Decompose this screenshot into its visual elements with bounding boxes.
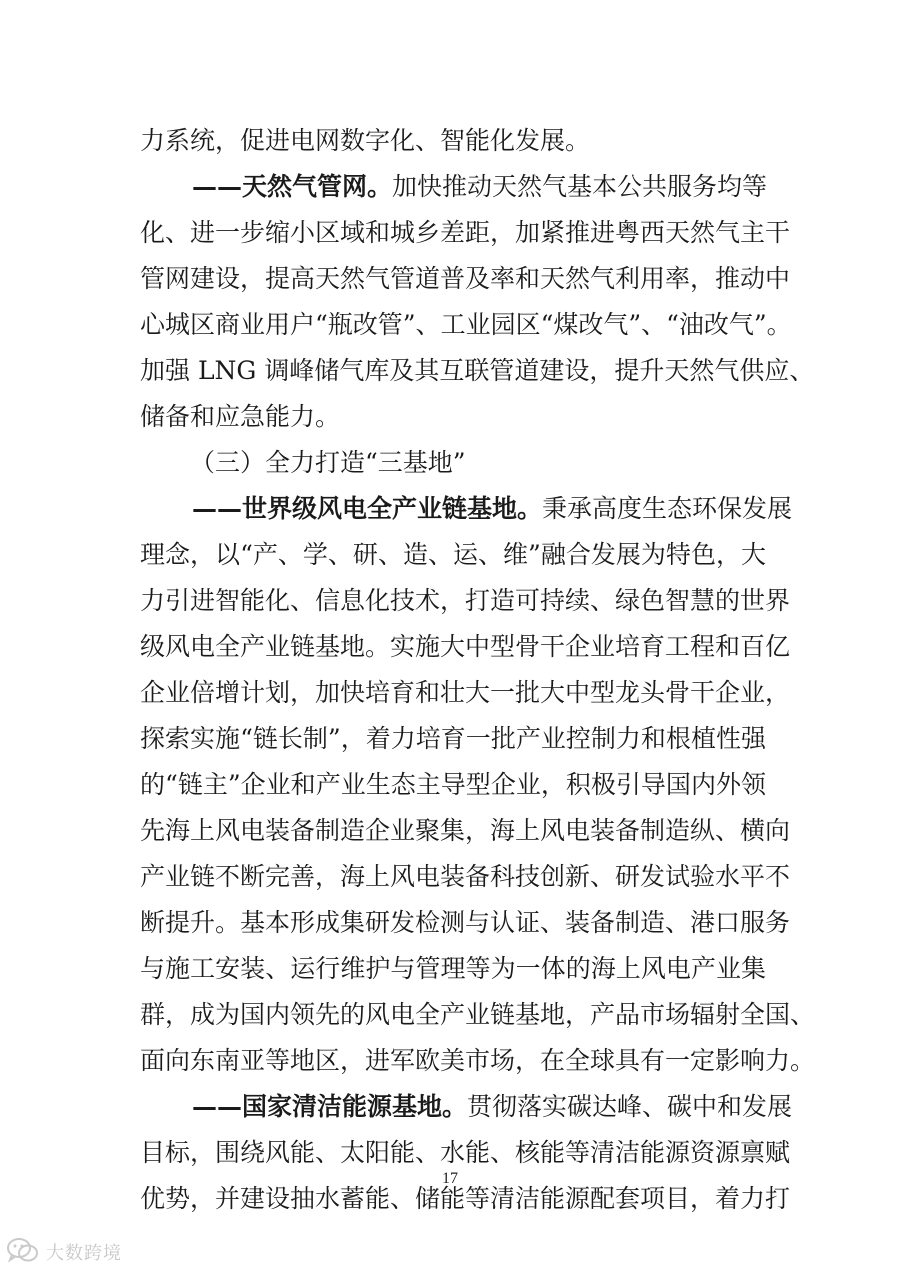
paragraph-line: 优势，并建设抽水蓄能、储能等清洁能源配套项目，着力打 — [140, 1184, 791, 1213]
paragraph-line: 级风电全产业链基地。实施大中型骨干企业培育工程和百亿 — [140, 632, 791, 661]
wind-base-title: ——世界级风电全产业链基地。 — [192, 494, 543, 523]
wind-base-text: 秉承高度生态环保发展 — [542, 494, 793, 523]
watermark-text: 大数跨境 — [46, 1243, 122, 1264]
paragraph-line: 心城区商业用户“瓶改管”、工业园区“煤改气”、“油改气”。 — [140, 310, 792, 339]
paragraph-line: 储备和应急能力。 — [140, 402, 341, 431]
paragraph-line: 的“链主”企业和产业生态主导型企业，积极引导国内外领 — [140, 770, 766, 799]
watermark — [6, 1238, 122, 1266]
document-body — [140, 118, 816, 1222]
section-heading: （三）全力打造“三基地” — [190, 448, 466, 477]
paragraph-line: 力系统，促进电网数字化、智能化发展。 — [140, 126, 591, 155]
paragraph-line: 与施工安装、运行维护与管理等为一体的海上风电产业集 — [140, 954, 766, 983]
paragraph-line: 断提升。基本形成集研发检测与认证、装备制造、港口服务 — [140, 908, 791, 937]
paragraph-line-wind-base — [140, 486, 793, 532]
paragraph-line-gas-pipeline — [140, 164, 766, 210]
paragraph-line: 目标，围绕风能、太阳能、水能、核能等清洁能源资源禀赋 — [140, 1138, 791, 1167]
paragraph-line: 化、进一步缩小区域和城乡差距，加紧推进粤西天然气主干 — [140, 218, 791, 247]
paragraph-line: 产业链不断完善，海上风电装备科技创新、研发试验水平不 — [140, 862, 791, 891]
paragraph-line-clean-energy-base — [140, 1084, 793, 1130]
gas-pipeline-text: 加快推动天然气基本公共服务均等 — [392, 172, 768, 201]
clean-energy-base-title: ——国家清洁能源基地。 — [192, 1092, 468, 1121]
wechat-logo-icon — [6, 1237, 40, 1267]
paragraph-line: 力引进智能化、信息化技术，打造可持续、绿色智慧的世界 — [140, 586, 791, 615]
clean-energy-base-text: 贯彻落实碳达峰、碳中和发展 — [467, 1092, 793, 1121]
paragraph-line: 探索实施“链长制”，着力培育一批产业控制力和根植性强 — [140, 724, 766, 753]
paragraph-line: 企业倍增计划，加快培育和壮大一批大中型龙头骨干企业， — [140, 678, 791, 707]
paragraph-line: 面向东南亚等地区，进军欧美市场，在全球具有一定影响力。 — [140, 1046, 816, 1075]
paragraph-line: 群，成为国内领先的风电全产业链基地，产品市场辐射全国、 — [140, 1000, 816, 1029]
paragraph-line: 加强 LNG 调峰储气库及其互联管道建设，提升天然气供应、 — [140, 356, 815, 385]
gas-pipeline-title: ——天然气管网。 — [192, 172, 393, 201]
page-number: 17 — [442, 1170, 458, 1187]
paragraph-line: 管网建设，提高天然气管道普及率和天然气利用率，推动中 — [140, 264, 791, 293]
paragraph-line: 理念，以“产、学、研、造、运、维”融合发展为特色，大 — [140, 540, 766, 569]
paragraph-line: 先海上风电装备制造企业聚集，海上风电装备制造纵、横向 — [140, 816, 791, 845]
